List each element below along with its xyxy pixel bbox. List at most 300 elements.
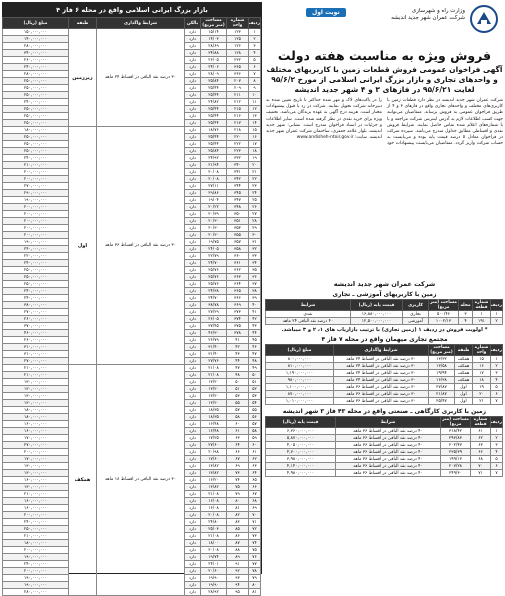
area-cell: ۱۳/۲۰ xyxy=(201,393,227,400)
unit-number-cell: ۲۱۱ xyxy=(227,92,249,99)
table-cell: ۱۹۱ xyxy=(473,318,491,325)
bazaar-table xyxy=(2,17,261,596)
unit-number-cell: ۴۳ xyxy=(227,351,249,358)
unit-number-cell: ۳۶۴ xyxy=(227,281,249,288)
row-number-cell: ۲۱ xyxy=(249,169,261,176)
table-cell: همکف xyxy=(455,356,473,363)
balcony-cell: دارد xyxy=(185,554,201,561)
row-number-cell: ۷۶ xyxy=(249,554,261,561)
balcony-cell: دارد xyxy=(185,519,201,526)
unit-number-cell: ۶۱ xyxy=(227,428,249,435)
land-table-body xyxy=(266,311,503,325)
area-cell: ۲۰/۹۸ xyxy=(201,449,227,456)
table-row xyxy=(266,363,503,370)
balcony-cell: دارد xyxy=(185,183,201,190)
balcony-cell: دارد xyxy=(185,358,201,365)
price-cell: ۱۳۰,۰۰۰,۰۰۰ xyxy=(3,386,69,393)
balcony-cell: دارد xyxy=(185,400,201,407)
row-number-cell: ۷۵ xyxy=(249,547,261,554)
table-row xyxy=(266,356,503,363)
row-number-cell: ۶۵ xyxy=(249,477,261,484)
unit-number-cell: ۷۹ xyxy=(227,491,249,498)
column-header: مساحت (متر مربع) xyxy=(202,18,225,28)
condition-cell: ۳۰ درصد نقد الباقی در اقساط ۱۸ ماهه xyxy=(97,365,185,596)
price-cell: ۱۹۰,۰۰۰,۰۰۰ xyxy=(3,554,69,561)
row-number-cell: ۲۳ xyxy=(249,183,261,190)
table-cell: تجاری xyxy=(403,311,429,318)
area-cell: ۲۶/۰۵ xyxy=(201,57,227,64)
balcony-cell: دارد xyxy=(185,141,201,148)
land-table xyxy=(265,299,503,325)
unit-number-cell: ۳۶۶ xyxy=(227,71,249,78)
column-header: شرایط xyxy=(336,417,441,428)
table-row xyxy=(266,428,503,435)
row-number-cell: ۱۰ xyxy=(249,92,261,99)
balcony-cell: دارد xyxy=(185,120,201,127)
price-cell: ۲۰۰,۰۰۰,۰۰۰ xyxy=(3,211,69,218)
row-number-cell: ۷۸ xyxy=(249,568,261,575)
column-header: مساحت (متر مربع) xyxy=(430,345,453,355)
price-cell: ۲۵۰,۰۰۰,۰۰۰ xyxy=(3,281,69,288)
unit-number-cell: ۳۷۵ xyxy=(227,323,249,330)
main-announcement xyxy=(266,2,503,574)
unit-number-cell: ۹۳ xyxy=(227,575,249,582)
area-cell: ۱۷/۶۰ xyxy=(201,456,227,463)
price-cell: ۲۸۰,۰۰۰,۰۰۰ xyxy=(3,589,69,596)
balcony-cell: دارد xyxy=(185,477,201,484)
column-header: قیمت پایه (ریال) xyxy=(351,300,403,311)
balcony-cell: دارد xyxy=(185,547,201,554)
unit-number-cell: ۱۲۳ xyxy=(227,29,249,36)
table-row xyxy=(266,449,503,456)
commercial-table-header xyxy=(266,345,503,356)
column-header: محله xyxy=(459,300,473,311)
column-header: کاربری xyxy=(403,300,429,311)
balcony-cell: دارد xyxy=(185,253,201,260)
table-cell: ۴۰ درصد نقد الباقی در اقساط ۳۶ ماهه xyxy=(336,428,441,435)
row-number-cell: ۵۶ xyxy=(249,414,261,421)
price-cell: ۲۹۰,۰۰۰,۰۰۰ xyxy=(3,190,69,197)
column-header: طبقه xyxy=(69,18,97,29)
row-number-cell: ۵۲ xyxy=(249,386,261,393)
area-cell: ۱۹/۰۴ xyxy=(201,197,227,204)
row-number-cell: ۱۴ xyxy=(249,120,261,127)
price-cell: ۲۴۰,۰۰۰,۰۰۰ xyxy=(3,246,69,253)
table-cell: ۱,۱۹۰,۰۰۰,۰۰۰ xyxy=(266,370,334,377)
column-header: مساحت (متر مربع) xyxy=(442,417,469,427)
row-number-cell: ۱۸ xyxy=(249,148,261,155)
row-number-cell: ۳۴ xyxy=(249,260,261,267)
unit-number-cell: ۷۵ xyxy=(227,484,249,491)
table-cell: ۴,۰۵۰,۰۰۰,۰۰۰ xyxy=(266,442,336,449)
table-cell: ۱,۰۱۰,۰۰۰,۰۰۰ xyxy=(266,398,334,405)
bazaar-table-header xyxy=(3,18,261,29)
price-cell: ۲۰۰,۰۰۰,۰۰۰ xyxy=(3,568,69,575)
table-cell: ۱۹/۹۴ xyxy=(429,370,455,377)
price-cell: ۱۹۰,۰۰۰,۰۰۰ xyxy=(3,197,69,204)
table-cell: ۲۱/۸۷ xyxy=(429,391,455,398)
balcony-cell: دارد xyxy=(185,351,201,358)
row-number-cell: ۳۹ xyxy=(249,295,261,302)
bazaar-table-title: بازار بزرگ ایرانی اسلامی واقع در محله ۶ فاز ۴ xyxy=(3,3,261,17)
row-number-cell: ۷۴ xyxy=(249,540,261,547)
area-cell: ۱۴/۰۳ xyxy=(201,36,227,43)
row-number-cell: ۵۵ xyxy=(249,407,261,414)
balcony-cell: دارد xyxy=(185,484,201,491)
unit-number-cell: ۹۴ xyxy=(227,582,249,589)
area-cell: ۲۹/۸۶ xyxy=(201,190,227,197)
table-cell: ۴۰ درصد نقد الباقی در اقساط ۳۶ ماهه xyxy=(336,456,441,463)
table-cell: ۴۰ درصد نقد الباقی در اقساط ۳۶ ماهه xyxy=(336,442,441,449)
unit-number-cell: ۲۱۶ xyxy=(227,113,249,120)
unit-number-cell: ۸۸ xyxy=(227,547,249,554)
table-cell: ۳۰ درصد نقد الباقی در اقساط ۲۴ ماهه xyxy=(334,370,429,377)
balcony-cell: دارد xyxy=(185,57,201,64)
floor-cell: زیرزمین xyxy=(69,29,97,127)
unit-number-cell: ۲۱۸ xyxy=(227,127,249,134)
row-number-cell: ۴۸ xyxy=(249,358,261,365)
area-cell: ۲۱/۰۸ xyxy=(201,533,227,540)
row-number-cell: ۶۲ xyxy=(249,456,261,463)
first-notice-badge: نوبت اول xyxy=(306,8,346,17)
row-number-cell: ۲۸ xyxy=(249,218,261,225)
balcony-cell: دارد xyxy=(185,526,201,533)
table-cell: ۱۹۹/۱۳ xyxy=(441,456,471,463)
unit-number-cell: ۳۶۳ xyxy=(227,274,249,281)
area-cell: ۲۴/۰۱ xyxy=(201,561,227,568)
unit-number-cell: ۳۳۲ xyxy=(227,155,249,162)
area-cell: ۲۵/۷۶ xyxy=(201,274,227,281)
area-cell: ۲۰/۶۰ xyxy=(201,568,227,575)
row-number-cell: ۶۰ xyxy=(249,442,261,449)
balcony-cell: دارد xyxy=(185,148,201,155)
area-cell: ۳۸/۷۸ xyxy=(201,302,227,309)
area-cell: ۱۹/۷۵ xyxy=(201,239,227,246)
row-number-cell: ۸ xyxy=(249,78,261,85)
balcony-cell: دارد xyxy=(185,456,201,463)
price-cell: ۲۰۰,۰۰۰,۰۰۰ xyxy=(3,169,69,176)
unit-number-cell: ۳۶۲ xyxy=(227,267,249,274)
row-number-cell: ۶۶ xyxy=(249,484,261,491)
balcony-cell: دارد xyxy=(185,29,201,36)
balcony-cell: دارد xyxy=(185,442,201,449)
row-number-cell: ۱۳ xyxy=(249,113,261,120)
row-number-cell: ۶ xyxy=(249,64,261,71)
unit-number-cell: ۲۱۵ xyxy=(227,106,249,113)
row-number-cell: ۶۸ xyxy=(249,498,261,505)
row-number-cell: ۵۷ xyxy=(249,421,261,428)
unit-number-cell: ۵۰ xyxy=(227,379,249,386)
floor-cell: اول xyxy=(69,127,97,365)
unit-number-cell: ۲۲۲ xyxy=(227,141,249,148)
row-number-cell: ۳ xyxy=(249,43,261,50)
unit-number-cell: ۳۵۰ xyxy=(227,211,249,218)
unit-number-cell: ۳۶۰ xyxy=(227,253,249,260)
area-cell: ۲۰/۰۸ xyxy=(201,547,227,554)
area-cell: ۲۴/۸۰ xyxy=(201,519,227,526)
balcony-cell: دارد xyxy=(185,421,201,428)
balcony-cell: دارد xyxy=(185,512,201,519)
area-cell: ۳۱/۴۰ xyxy=(201,351,227,358)
area-cell: ۲۰/۳۹ xyxy=(201,211,227,218)
column-header: شماره قطعه xyxy=(471,417,491,428)
row-number-cell: ۷ xyxy=(249,71,261,78)
area-cell: ۱۶/۰۸ xyxy=(201,498,227,505)
area-cell: ۲۵/۴۴ xyxy=(201,120,227,127)
table-cell: ۴۰ درصد نقد الباقی در اقساط ۳۶ ماهه xyxy=(336,463,441,470)
table-cell: ۲ xyxy=(491,318,503,325)
balcony-cell: دارد xyxy=(185,582,201,589)
balcony-cell: دارد xyxy=(185,540,201,547)
price-cell: ۲۰۰,۰۰۰,۰۰۰ xyxy=(3,547,69,554)
area-cell: ۲۱/۰۸ xyxy=(201,491,227,498)
balcony-cell: دارد xyxy=(185,365,201,372)
price-cell: ۱۶۰,۰۰۰,۰۰۰ xyxy=(3,498,69,505)
table-cell: ۶ xyxy=(491,463,503,470)
table-cell: ۱۰۰۲/۱۳ xyxy=(429,318,459,325)
unit-number-cell: ۶۴ xyxy=(227,442,249,449)
area-cell: ۲۰/۲۲ xyxy=(201,204,227,211)
area-cell: ۱۳/۲۰ xyxy=(201,379,227,386)
ministry-logo-icon xyxy=(469,4,499,34)
unit-number-cell: ۸۷ xyxy=(227,540,249,547)
table-cell: ۱,۱۰۰,۰۰۰,۰۰۰ xyxy=(266,384,334,391)
table-cell: ۱ xyxy=(473,311,491,318)
column-header: شرایط واگذاری xyxy=(97,18,185,29)
table-cell: ۶۶ xyxy=(471,449,491,456)
unit-number-cell: ۳۵۳ xyxy=(227,225,249,232)
unit-number-cell: ۱۲۸ xyxy=(227,50,249,57)
area-cell: ۲۰/۰۸ xyxy=(201,512,227,519)
row-number-cell: ۵۰ xyxy=(249,372,261,379)
industrial-table-header xyxy=(266,417,503,428)
row-number-cell: ۱۶ xyxy=(249,134,261,141)
table-cell: آموزشی xyxy=(403,318,429,325)
balcony-cell: دارد xyxy=(185,176,201,183)
area-cell: ۱۳/۸۲ xyxy=(201,470,227,477)
table-cell: ۶۸ xyxy=(471,456,491,463)
table-cell: ۳۰ درصد نقد الباقی در اقساط ۲۴ ماهه xyxy=(334,356,429,363)
balcony-cell: دارد xyxy=(185,407,201,414)
row-number-cell: ۱۷ xyxy=(249,141,261,148)
balcony-cell: دارد xyxy=(185,204,201,211)
row-number-cell: ۶۹ xyxy=(249,505,261,512)
unit-number-cell: ۸۲ xyxy=(227,512,249,519)
balcony-cell: دارد xyxy=(185,239,201,246)
unit-number-cell: ۳۷۸ xyxy=(227,330,249,337)
unit-number-cell: ۲۰۷ xyxy=(227,78,249,85)
unit-number-cell: ۲۲۳ xyxy=(227,148,249,155)
price-cell: ۲۷۰,۰۰۰,۰۰۰ xyxy=(3,309,69,316)
price-cell: ۲۴۰,۰۰۰,۰۰۰ xyxy=(3,260,69,267)
row-number-cell: ۷۷ xyxy=(249,561,261,568)
area-cell: ۱۸/۷۶ xyxy=(201,127,227,134)
unit-number-cell: ۳۶۱ xyxy=(227,260,249,267)
table-cell: ۱۶,۸۸۰,۰۰۰,۰۰۰ xyxy=(351,311,403,318)
area-cell: ۲۵/۴۴ xyxy=(201,113,227,120)
table-cell: ۳,۹۸۰,۰۰۰,۰۰۰ xyxy=(266,456,336,463)
balcony-cell: دارد xyxy=(185,43,201,50)
row-number-cell: ۵ xyxy=(249,57,261,64)
row-number-cell: ۷۱ xyxy=(249,519,261,526)
table-row xyxy=(266,435,503,442)
unit-number-cell: ۳۶۵ xyxy=(227,64,249,71)
balcony-cell: دارد xyxy=(185,491,201,498)
table-row xyxy=(266,384,503,391)
table-row xyxy=(266,398,503,405)
table-cell: ۲۱ xyxy=(473,398,491,405)
table-cell: همکف xyxy=(455,363,473,370)
price-cell: ۲۴۰,۰۰۰,۰۰۰ xyxy=(3,64,69,71)
column-header: ردیف xyxy=(249,18,261,29)
table-cell: ۲۹۳/۸۳ xyxy=(441,435,471,442)
column-header: مبلغ (ریال) xyxy=(3,18,69,29)
table-cell: ۲ xyxy=(491,435,503,442)
row-number-cell: ۵۸ xyxy=(249,428,261,435)
row-number-cell: ۱۹ xyxy=(249,155,261,162)
row-number-cell: ۴۰ xyxy=(249,302,261,309)
balcony-cell: دارد xyxy=(185,309,201,316)
table-cell: ۳ xyxy=(491,370,503,377)
balcony-cell: دارد xyxy=(185,463,201,470)
balcony-cell: دارد xyxy=(185,393,201,400)
unit-number-cell: ۳۶۹ xyxy=(227,302,249,309)
price-cell: ۲۵۰,۰۰۰,۰۰۰ xyxy=(3,92,69,99)
price-cell: ۱۶۰,۰۰۰,۰۰۰ xyxy=(3,477,69,484)
table-row xyxy=(266,463,503,470)
area-cell: ۲۵/۴۴ xyxy=(201,92,227,99)
area-cell: ۱۵/۱۴ xyxy=(201,29,227,36)
balcony-cell: دارد xyxy=(185,561,201,568)
table-cell: ۳۰ درصد نقد الباقی در اقساط ۲۴ ماهه xyxy=(334,363,429,370)
price-cell: ۲۰۰,۰۰۰,۰۰۰ xyxy=(3,512,69,519)
unit-number-cell: ۲۱۲ xyxy=(227,99,249,106)
area-cell: ۲۰/۰۸ xyxy=(201,169,227,176)
table-cell: ۴,۷۰۰,۰۰۰,۰۰۰ xyxy=(266,449,336,456)
price-cell: ۱۳۰,۰۰۰,۰۰۰ xyxy=(3,400,69,407)
table-cell: ۶۲ xyxy=(471,435,491,442)
unit-number-cell: ۳۴۴ xyxy=(227,183,249,190)
table-cell: ۵,۸۷۰,۰۰۰,۰۰۰ xyxy=(266,435,336,442)
area-cell: ۱۳/۲۰ xyxy=(201,386,227,393)
balcony-cell: دارد xyxy=(185,134,201,141)
row-number-cell: ۷۰ xyxy=(249,512,261,519)
area-cell: ۲۷/۶۰ xyxy=(201,442,227,449)
company-name: شرکت عمران شهر جدید اندیشه xyxy=(333,280,436,288)
price-cell: ۲۵۰,۰۰۰,۰۰۰ xyxy=(3,134,69,141)
unit-number-cell: ۳۷۴ xyxy=(227,316,249,323)
balcony-cell: دارد xyxy=(185,218,201,225)
unit-number-cell: ۵۸ xyxy=(227,414,249,421)
price-cell: ۲۴۰,۰۰۰,۰۰۰ xyxy=(3,519,69,526)
row-number-cell: ۳۵ xyxy=(249,267,261,274)
price-cell: ۱۸۰,۰۰۰,۰۰۰ xyxy=(3,407,69,414)
column-header: ردیف xyxy=(491,300,503,311)
table-cell: نقدی xyxy=(266,311,351,318)
price-cell: ۱۹۰,۰۰۰,۰۰۰ xyxy=(3,582,69,589)
unit-number-cell: ۳۴۱ xyxy=(227,169,249,176)
balcony-cell: دارد xyxy=(185,71,201,78)
balcony-cell: دارد xyxy=(185,211,201,218)
unit-number-cell: ۳۴۷ xyxy=(227,197,249,204)
table-cell: ۵ xyxy=(491,384,503,391)
row-number-cell: ۳۶ xyxy=(249,274,261,281)
column-header: طبقه xyxy=(455,345,473,356)
unit-number-cell: ۳۶۵ xyxy=(227,288,249,295)
column-header: مساحت (متر مربع) xyxy=(430,300,457,310)
balcony-cell: دارد xyxy=(185,50,201,57)
unit-number-cell: ۲۳۲ xyxy=(227,57,249,64)
row-number-cell: ۲ xyxy=(249,36,261,43)
table-cell: ۱۳/۵۸ xyxy=(429,363,455,370)
row-number-cell: ۳۷ xyxy=(249,281,261,288)
unit-number-cell: ۲۱۷ xyxy=(227,120,249,127)
price-cell: ۲۰۰,۰۰۰,۰۰۰ xyxy=(3,449,69,456)
balcony-cell: دارد xyxy=(185,372,201,379)
row-number-cell: ۴۵ xyxy=(249,337,261,344)
unit-number-cell: ۲۲۰ xyxy=(227,134,249,141)
table-cell: ۲۳۵/۳۹ xyxy=(441,449,471,456)
area-cell: ۲۵/۴۴ xyxy=(201,106,227,113)
price-cell: ۲۰۰,۰۰۰,۰۰۰ xyxy=(3,204,69,211)
area-cell: ۲۶/۰۵ xyxy=(201,316,227,323)
table-cell: ۱۹ xyxy=(473,384,491,391)
row-number-cell: ۶۴ xyxy=(249,470,261,477)
row-number-cell: ۸۰ xyxy=(249,582,261,589)
balcony-cell: دارد xyxy=(185,113,201,120)
price-cell: ۲۵۰,۰۰۰,۰۰۰ xyxy=(3,113,69,120)
area-cell: ۴۶/۳۰ xyxy=(201,330,227,337)
unit-number-cell: ۳۵۵ xyxy=(227,232,249,239)
row-number-cell: ۲۵ xyxy=(249,197,261,204)
price-cell: ۱۴۰,۰۰۰,۰۰۰ xyxy=(3,36,69,43)
area-cell: ۱۸/۰۰ xyxy=(201,540,227,547)
balcony-cell: دارد xyxy=(185,246,201,253)
unit-number-cell: ۵۷ xyxy=(227,407,249,414)
table-cell: ۴۰ درصد نقد الباقی در اقساط ۳۶ ماهه xyxy=(336,470,441,477)
row-number-cell: ۴۳ xyxy=(249,323,261,330)
balcony-cell: دارد xyxy=(185,316,201,323)
row-number-cell: ۴۶ xyxy=(249,344,261,351)
row-number-cell: ۳۳ xyxy=(249,253,261,260)
table-cell: ۲۰۲/۴۷ xyxy=(441,442,471,449)
unit-number-cell: ۶۶ xyxy=(227,449,249,456)
area-cell: ۲۵/۸۴ xyxy=(201,78,227,85)
area-cell: ۱۸/۳۵ xyxy=(201,414,227,421)
balcony-cell: دارد xyxy=(185,323,201,330)
column-header: شماره قطعه xyxy=(473,300,491,311)
unit-number-cell: ۳۷۳ xyxy=(227,309,249,316)
price-cell: ۲۷۰,۰۰۰,۰۰۰ xyxy=(3,358,69,365)
price-cell: ۲۸۰,۰۰۰,۰۰۰ xyxy=(3,71,69,78)
balcony-cell: دارد xyxy=(185,344,201,351)
condition-cell: ۳۰ درصد نقد الباقی در اقساط ۳۶ ماهه xyxy=(97,127,185,365)
table-cell: ۳۰ درصد نقد الباقی در اقساط ۳۶ ماهه xyxy=(334,398,429,405)
area-cell: ۱۶/۰۸ xyxy=(201,505,227,512)
column-header: شرایط واگذاری xyxy=(334,345,429,356)
row-number-cell: ۱۵ xyxy=(249,127,261,134)
area-cell: ۲۰/۳۰ xyxy=(201,218,227,225)
balcony-cell: دارد xyxy=(185,302,201,309)
area-cell: ۲۵/۴۴ xyxy=(201,85,227,92)
balcony-cell: دارد xyxy=(185,106,201,113)
table-cell: ۴,۹۸۰,۰۰۰,۰۰۰ xyxy=(266,470,336,477)
row-number-cell: ۲۹ xyxy=(249,225,261,232)
balcony-cell: دارد xyxy=(185,386,201,393)
table-cell: ۷ xyxy=(491,470,503,477)
unit-number-cell: ۳۴۸ xyxy=(227,204,249,211)
area-cell: ۲۵/۰۳ xyxy=(201,526,227,533)
